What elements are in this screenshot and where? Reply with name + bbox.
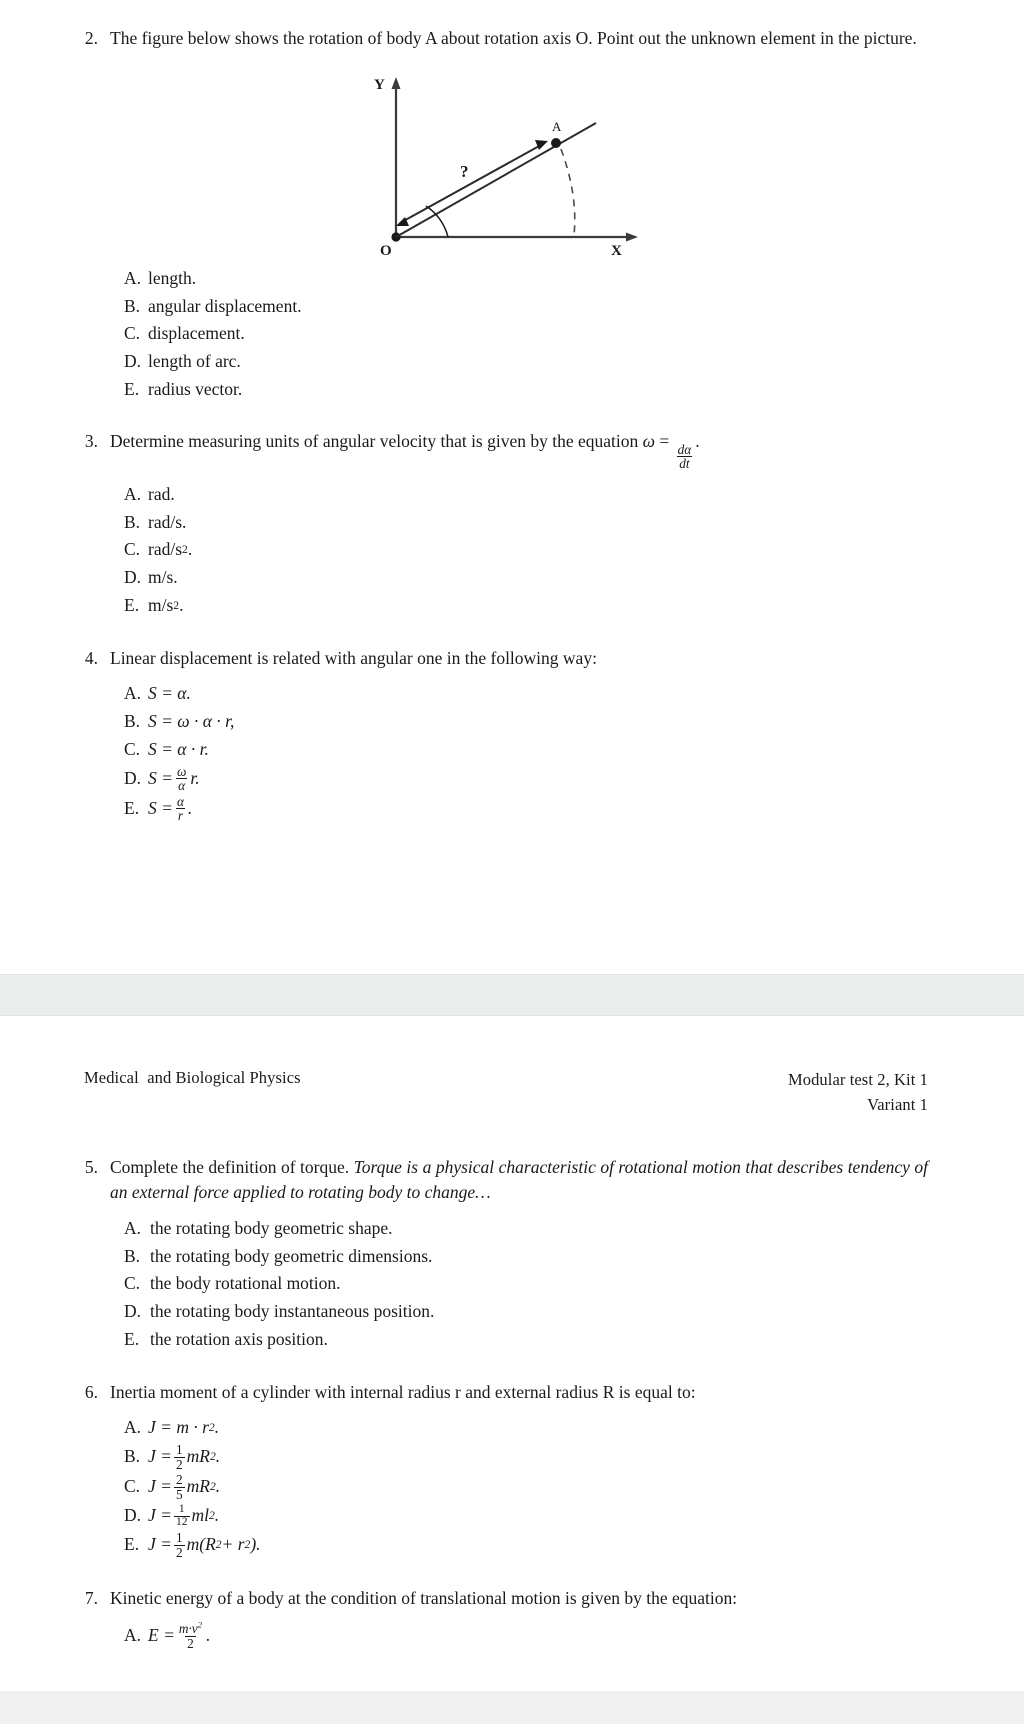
option-6d-tail: . [214, 1505, 220, 1526]
origin-label: O [380, 242, 392, 255]
option-6c-letter: C. [124, 1476, 141, 1497]
option-6d[interactable] [124, 1502, 928, 1530]
option-6c-fraction-denominator: 5 [175, 1486, 183, 1502]
header-course-title: Medical and Biological Physics [84, 1067, 301, 1087]
option-7a-lhs: E = [148, 1625, 175, 1646]
option-3b-text: rad/s. [148, 511, 187, 532]
option-6a-base: J = m · r [148, 1417, 209, 1438]
question-5 [84, 1155, 928, 1205]
question-3-text-before: Determine measuring units of angular velocity that is given by the equation [110, 431, 639, 452]
option-3a-letter: A. [124, 483, 142, 504]
option-6b[interactable] [124, 1442, 928, 1472]
option-6d-formula: J = $\frac{1}{12}$ ml 2 . [148, 1502, 220, 1528]
option-7a-rhs: . [206, 1625, 211, 1646]
option-2a-letter: A. [124, 267, 142, 288]
option-5b-text: the rotating body geometric dimensions. [150, 1245, 433, 1266]
angle-arc [426, 206, 448, 237]
option-5a-letter: A. [124, 1217, 142, 1238]
page-two [0, 1016, 1024, 1691]
option-4b-letter: B. [124, 711, 141, 732]
option-6b-fraction-numerator: 1 [175, 1442, 183, 1458]
option-6c-lhs: J = [148, 1476, 172, 1497]
option-6d-rhs: ml [191, 1505, 209, 1526]
option-2d[interactable] [124, 348, 928, 376]
question-3-number: 3. [84, 431, 98, 452]
option-6c-fraction-numerator: 2 [175, 1472, 183, 1488]
option-5c[interactable] [124, 1270, 928, 1298]
option-6e-fraction-denominator: 2 [175, 1544, 183, 1560]
option-7a-fraction [177, 1619, 204, 1651]
option-2a-text: length. [148, 267, 197, 288]
rotation-figure [84, 65, 928, 255]
question-6 [84, 1380, 928, 1405]
question-3-omega: ω [642, 431, 655, 452]
option-5d-letter: D. [124, 1301, 142, 1322]
option-3e-letter: E. [124, 594, 140, 615]
option-6d-fraction-numerator: 1 [178, 1502, 185, 1515]
rotation-arc-dashed [561, 149, 575, 235]
option-4d-fraction [175, 765, 188, 793]
option-7a-fraction-numerator [177, 1619, 204, 1637]
option-4e-fraction-denominator: r [177, 808, 184, 824]
question-3-fraction [676, 443, 694, 471]
question-3-text [110, 429, 928, 471]
option-5e[interactable] [124, 1326, 928, 1354]
header-test-info [788, 1068, 928, 1118]
option-5c-letter: C. [124, 1273, 141, 1294]
option-6e-letter: E. [124, 1534, 140, 1555]
rotation-ray-line [396, 123, 596, 237]
question-2-options [124, 265, 928, 404]
unknown-element-label: ? [460, 161, 469, 181]
option-2c-text: displacement. [148, 323, 245, 344]
question-6-options [124, 1414, 928, 1560]
option-6b-tail: . [215, 1446, 221, 1467]
y-axis-label: Y [374, 76, 385, 93]
option-4d-fraction-numerator: ω [176, 763, 187, 779]
option-5e-letter: E. [124, 1328, 140, 1349]
option-6b-letter: B. [124, 1446, 141, 1467]
option-3a-text: rad. [148, 483, 175, 504]
question-5-text-plain: Complete the definition of torque. [110, 1157, 350, 1178]
option-6d-lhs: J = [148, 1505, 172, 1526]
option-4e[interactable] [124, 794, 928, 824]
option-4a[interactable] [124, 680, 928, 708]
header-variant: Variant 1 [867, 1094, 928, 1114]
option-6d-fraction [174, 1504, 190, 1529]
option-5b[interactable] [124, 1243, 928, 1271]
option-4d-rhs: r. [190, 767, 200, 788]
option-6a-tail: . [214, 1417, 220, 1438]
question-4 [84, 646, 928, 671]
option-3d-letter: D. [124, 567, 142, 588]
option-6e[interactable] [124, 1530, 928, 1560]
option-6e-tail: + r [221, 1534, 245, 1555]
option-2b-text: angular displacement. [148, 295, 302, 316]
option-6e-tail-2: ). [250, 1534, 261, 1555]
option-4b-formula: S = ω · α · r, [148, 711, 235, 732]
option-4b[interactable] [124, 708, 928, 736]
option-7a-numerator-base: m·v [178, 1621, 198, 1637]
option-5e-text: the rotation axis position. [150, 1328, 328, 1349]
option-4d-lhs: S = [148, 767, 173, 788]
option-6b-rhs: mR [186, 1446, 210, 1467]
question-3-text-after: . [695, 431, 700, 452]
option-6c-rhs: mR [186, 1476, 210, 1497]
option-2e-letter: E. [124, 378, 140, 399]
option-3e-text: m/s 2 . [148, 593, 183, 619]
question-3-fraction-denominator: dt [679, 456, 690, 472]
point-a-dot [551, 138, 561, 148]
option-3c-base: rad/s [148, 539, 183, 560]
option-3e[interactable] [124, 592, 928, 620]
option-4c[interactable] [124, 736, 928, 764]
option-4e-lhs: S = [148, 797, 173, 818]
option-4e-fraction-numerator: α [176, 793, 184, 809]
option-7a-numerator-exponent: 2 [197, 1619, 203, 1630]
question-5-number: 5. [84, 1157, 98, 1178]
page-two-content [0, 1117, 1024, 1651]
option-4d-letter: D. [124, 767, 142, 788]
question-3-options [124, 481, 928, 620]
displacement-vector-line [400, 145, 541, 223]
option-3c-text: rad/s 2 . [148, 537, 192, 563]
option-4e-letter: E. [124, 797, 140, 818]
x-axis-label: X [611, 242, 622, 255]
option-6a[interactable] [124, 1414, 928, 1442]
page-break-separator [0, 974, 1024, 1016]
question-3 [84, 429, 928, 471]
option-3b-letter: B. [124, 511, 141, 532]
y-axis-arrowhead [392, 77, 401, 89]
running-header [0, 1016, 1024, 1118]
point-a-label: A [552, 118, 562, 134]
option-5a[interactable] [124, 1215, 928, 1243]
option-6e-rhs: m(R [186, 1534, 216, 1555]
question-4-options [124, 680, 928, 823]
option-2d-text: length of arc. [148, 351, 241, 371]
question-4-number: 4. [84, 647, 98, 668]
option-3c-tail: . [187, 539, 193, 560]
option-2c[interactable] [124, 320, 928, 348]
option-4a-formula: S = α. [148, 683, 191, 704]
option-3e-base: m/s [148, 594, 174, 615]
option-3e-tail: . [179, 594, 184, 615]
option-6e-formula: J = $\frac{1}{2}$ m(R 2 + r 2 ). [148, 1530, 261, 1560]
x-axis-arrowhead [626, 232, 638, 241]
option-7a-letter: A. [124, 1625, 142, 1646]
option-6c-formula: J = $\frac{2}{5}$ mR 2 . [148, 1472, 221, 1502]
option-3c-letter: C. [124, 539, 141, 560]
option-2e-text: radius vector. [148, 378, 243, 399]
question-2-text: The figure below shows the rotation of body A about rotation axis O. Point out the unknown element in the picture. [110, 28, 917, 48]
option-4c-formula: S = α · r. [148, 738, 209, 759]
option-5b-letter: B. [124, 1245, 141, 1266]
option-4a-letter: A. [124, 683, 142, 704]
question-2-number: 2. [84, 28, 98, 48]
option-6a-letter: A. [124, 1417, 142, 1438]
option-6b-fraction [174, 1443, 185, 1471]
option-6a-formula: J = m · r 2 . [148, 1415, 219, 1441]
option-3c[interactable] [124, 536, 928, 564]
rotation-figure-svg [356, 65, 656, 255]
option-2c-letter: C. [124, 323, 141, 344]
question-3-fraction-numerator: dα [677, 441, 692, 457]
question-7 [84, 1586, 928, 1611]
option-5d-text: the rotating body instantaneous position. [150, 1301, 435, 1322]
question-5-text [110, 1155, 928, 1205]
option-6d-letter: D. [124, 1505, 142, 1526]
displacement-vector-arrowhead-right [535, 140, 548, 150]
option-3d[interactable] [124, 564, 928, 592]
option-2d-letter: D. [124, 351, 142, 371]
question-7-number: 7. [84, 1588, 98, 1609]
option-6c-tail: . [215, 1476, 221, 1497]
option-6b-lhs: J = [148, 1446, 172, 1467]
option-6e-fraction [174, 1531, 185, 1559]
header-test-kit: Modular test 2, Kit 1 [787, 1069, 928, 1089]
option-7a-formula [148, 1619, 211, 1651]
question-6-text: Inertia moment of a cylinder with internal radius r and external radius R is equal to: [110, 1381, 696, 1402]
option-3a[interactable] [124, 481, 928, 509]
question-4-text: Linear displacement is related with angular one in the following way: [110, 647, 597, 668]
option-4c-letter: C. [124, 738, 141, 759]
option-2e[interactable] [124, 376, 928, 404]
option-4e-fraction [175, 795, 186, 823]
option-4d[interactable] [124, 764, 928, 794]
question-5-options [124, 1215, 928, 1354]
option-2b[interactable] [124, 293, 928, 321]
option-6b-fraction-denominator: 2 [175, 1456, 183, 1472]
option-2a[interactable] [124, 265, 928, 293]
option-5a-text: the rotating body geometric shape. [150, 1217, 393, 1238]
option-6c-fraction [174, 1473, 185, 1501]
option-7a[interactable] [124, 1621, 928, 1651]
question-7-text: Kinetic energy of a body at the condition of translational motion is given by the equation: [110, 1588, 738, 1609]
option-6d-fraction-denominator: 12 [175, 1515, 188, 1528]
option-4e-formula [148, 795, 192, 823]
option-4d-formula [148, 765, 200, 793]
question-2 [84, 26, 928, 51]
question-5-text-italic: Torque is a physical characteristic of rotational motion that describes tendency of an external force applied to rotating body to change… [110, 1157, 928, 1203]
option-5c-text: the body rotational motion. [150, 1273, 341, 1294]
option-3b[interactable] [124, 509, 928, 537]
option-6c[interactable] [124, 1472, 928, 1502]
option-6e-lhs: J = [148, 1534, 172, 1555]
question-6-number: 6. [84, 1381, 98, 1402]
option-5d[interactable] [124, 1298, 928, 1326]
option-6e-fraction-numerator: 1 [175, 1530, 183, 1546]
option-2b-letter: B. [124, 295, 141, 316]
question-3-equals: = [659, 431, 670, 452]
option-3d-text: m/s. [148, 567, 178, 588]
option-7a-fraction-denominator: 2 [187, 1635, 194, 1651]
option-6b-formula: J = $\frac{1}{2}$ mR 2 . [148, 1442, 221, 1472]
option-4d-fraction-denominator: α [178, 778, 186, 794]
option-4e-rhs: . [187, 797, 193, 818]
question-7-options [124, 1621, 928, 1651]
